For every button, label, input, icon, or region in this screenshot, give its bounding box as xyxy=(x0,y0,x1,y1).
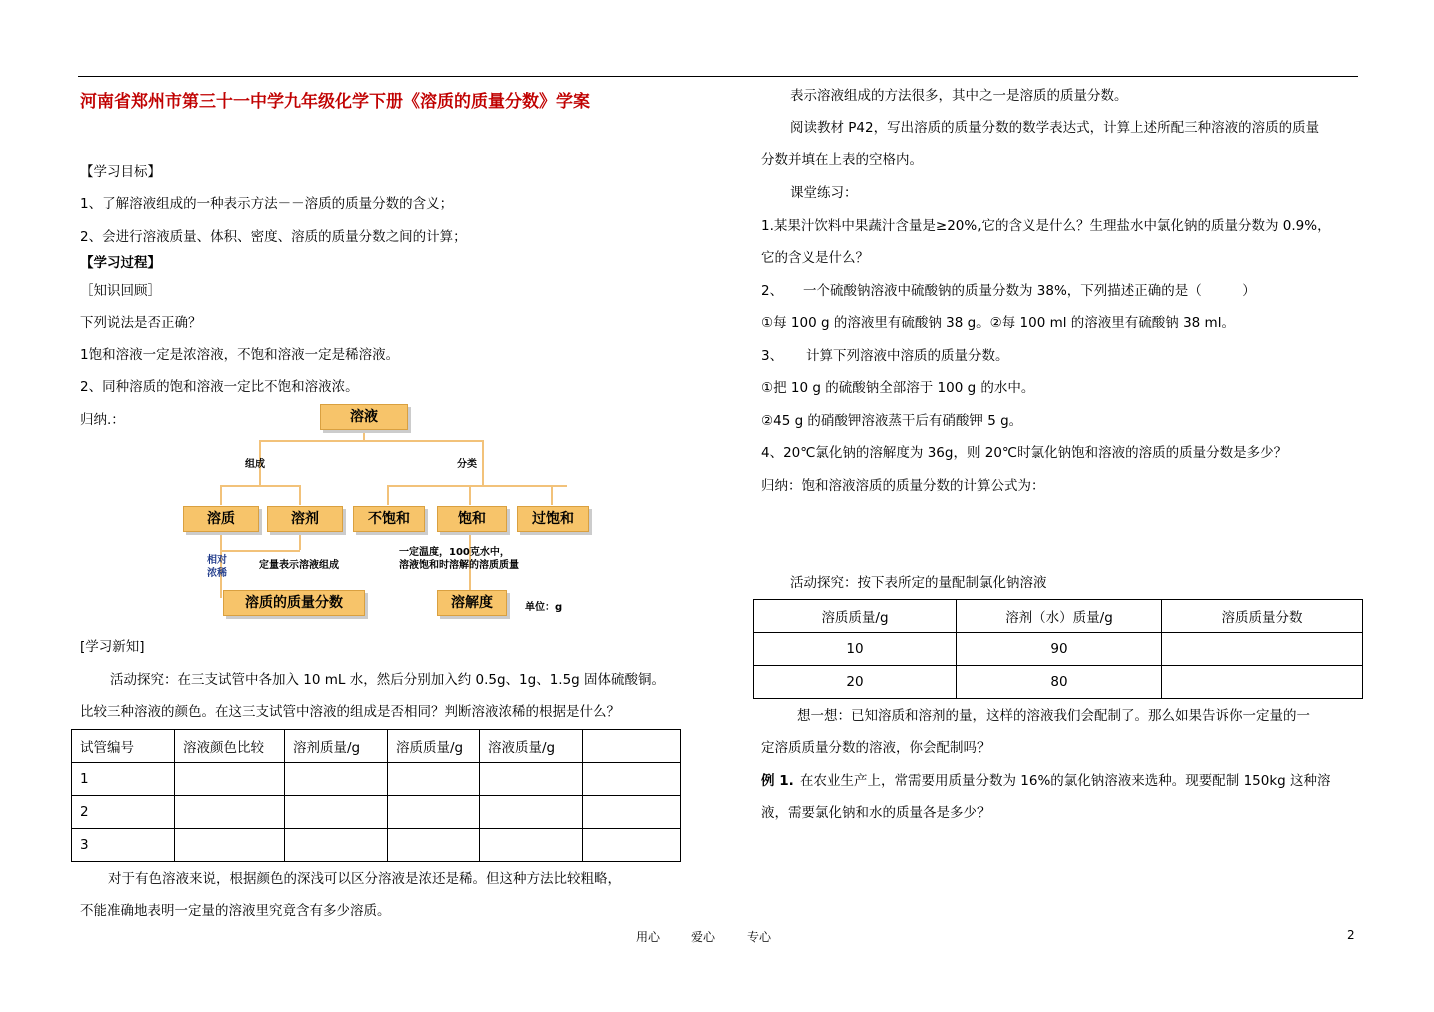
node-solvent: 溶剂 xyxy=(267,506,343,532)
connector xyxy=(220,550,300,552)
example-line-1: 在农业生产上，常需要用质量分数为 16%的氯化钠溶液来选种。现要配制 150kg 这种溶 xyxy=(800,773,1331,789)
statement-2: 2、同种溶质的饱和溶液一定比不饱和溶液浓。 xyxy=(80,379,359,395)
note-line-1: 对于有色溶液来说，根据颜色的深浅可以区分溶液是浓还是稀。但这种方法比较粗略， xyxy=(108,871,621,887)
table-cell xyxy=(480,796,583,829)
footer-motto-2: 爱心 xyxy=(691,930,716,944)
summary-label: 归纳.： xyxy=(80,412,125,428)
table-cell xyxy=(1162,633,1363,666)
think-line-1: 想一想：已知溶质和溶剂的量，这样的溶液我们会配制了。那么如果告诉你一定量的一 xyxy=(797,708,1310,724)
table-cell: 20 xyxy=(754,666,957,699)
page-title: 河南省郑州市第三十一中学九年级化学下册《溶质的质量分数》学案 xyxy=(80,92,590,112)
connector xyxy=(220,485,300,487)
saturated-summary: 归纳：饱和溶液溶质的质量分数的计算公式为： xyxy=(761,478,1045,494)
node-solute: 溶质 xyxy=(183,506,259,532)
table-header-cell xyxy=(583,730,681,763)
label-composition: 组成 xyxy=(245,459,265,470)
activity-2-intro: 活动探究：按下表所定的量配制氯化钠溶液 xyxy=(790,575,1047,591)
nacl-preparation-table xyxy=(753,599,1363,699)
table-header-cell: 溶剂（水）质量/g xyxy=(957,600,1162,633)
node-solution: 溶液 xyxy=(320,404,408,430)
practice-heading: 课堂练习： xyxy=(790,185,858,201)
example-label: 例 1. xyxy=(761,773,794,789)
process-heading: 【学习过程】 xyxy=(80,255,161,271)
table-header-cell: 溶质质量分数 xyxy=(1162,600,1363,633)
table-header-cell: 试管编号 xyxy=(72,730,175,763)
right-paragraph-2-line-2: 分数并填在上表的空格内。 xyxy=(761,152,923,168)
exercise-3-a: ①把 10 g 的硫酸钠全部溶于 100 g 的水中。 xyxy=(761,380,1035,396)
table-cell xyxy=(285,763,388,796)
node-supersaturated: 过饱和 xyxy=(517,506,589,532)
connector xyxy=(482,440,484,486)
table-header-cell: 溶液质量/g xyxy=(480,730,583,763)
objective-2: 2、会进行溶液质量、体积、密度、溶质的质量分数之间的计算； xyxy=(80,229,467,245)
exercise-1-line-2: 它的含义是什么？ xyxy=(761,250,869,266)
table-cell xyxy=(583,763,681,796)
header-rule xyxy=(78,76,1358,77)
label-condition-line2: 溶液饱和时溶解的溶质质量 xyxy=(399,560,519,571)
table-cell: 1 xyxy=(72,763,175,796)
label-relative-line1: 相对 xyxy=(207,555,227,566)
label-solubility-condition xyxy=(399,546,519,572)
label-classification: 分类 xyxy=(457,459,477,470)
table-cell: 2 xyxy=(72,796,175,829)
table-header-row xyxy=(754,600,1363,633)
connector xyxy=(299,530,301,550)
table-header-row xyxy=(72,730,681,763)
page-number: 2 xyxy=(1347,928,1355,942)
connector xyxy=(299,485,301,505)
objective-1: 1、了解溶液组成的一种表示方法－－溶质的质量分数的含义； xyxy=(80,196,454,212)
exercise-3-text: 计算下列溶液中溶质的质量分数。 xyxy=(806,348,1009,364)
activity-line-1: 活动探究：在三支试管中各加入 10 mL 水，然后分别加入约 0.5g、1g、1.5g 固体硫酸铜。 xyxy=(110,672,666,688)
test-tube-table xyxy=(71,729,681,862)
footer-motto-3: 专心 xyxy=(747,930,772,944)
table-header-cell: 溶质质量/g xyxy=(388,730,480,763)
table-header-cell: 溶液颜色比较 xyxy=(175,730,285,763)
node-solubility: 溶解度 xyxy=(437,590,507,616)
exercise-2-options: ①每 100 g 的溶液里有硫酸钠 38 g。②每 100 ml 的溶液里有硫酸钠 38 ml。 xyxy=(761,315,1235,331)
table-cell xyxy=(285,829,388,862)
exercise-3-number: 3、 xyxy=(761,348,784,364)
example-line-2: 液，需要氯化钠和水的质量各是多少？ xyxy=(761,805,991,821)
table-cell: 10 xyxy=(754,633,957,666)
label-quantitative: 定量表示溶液组成 xyxy=(259,560,339,571)
connector xyxy=(387,485,567,487)
table-cell xyxy=(388,829,480,862)
table-cell xyxy=(388,796,480,829)
table-cell xyxy=(480,829,583,862)
exercise-2-text: 一个硫酸钠溶液中硫酸钠的质量分数为 38%，下列描述正确的是（ ） xyxy=(803,283,1256,299)
table-row xyxy=(72,763,681,796)
table-cell: 3 xyxy=(72,829,175,862)
statement-1: 1饱和溶液一定是浓溶液，不饱和溶液一定是稀溶液。 xyxy=(80,347,400,363)
table-cell xyxy=(583,829,681,862)
connector xyxy=(220,485,222,505)
table-cell: 90 xyxy=(957,633,1162,666)
label-condition-line1: 一定温度，100克水中， xyxy=(399,547,510,558)
connector xyxy=(551,485,553,505)
exercise-3-b: ②45 g 的硝酸钾溶液蒸干后有硝酸钾 5 g。 xyxy=(761,413,1023,429)
table-cell xyxy=(175,829,285,862)
right-paragraph-2-line-1: 阅读教材 P42，写出溶质的质量分数的数学表达式，计算上述所配三种溶液的溶质的质量 xyxy=(790,120,1320,136)
table-cell xyxy=(175,763,285,796)
table-row xyxy=(754,666,1363,699)
label-unit: 单位：g xyxy=(525,602,563,613)
activity-line-2: 比较三种溶液的颜色。在这三支试管中溶液的组成是否相同？判断溶液浓稀的根据是什么？ xyxy=(80,704,620,720)
review-question: 下列说法是否正确？ xyxy=(80,315,202,331)
connector xyxy=(259,440,483,442)
table-cell xyxy=(285,796,388,829)
node-unsaturated: 不饱和 xyxy=(353,506,425,532)
table-cell: 80 xyxy=(957,666,1162,699)
table-cell xyxy=(1162,666,1363,699)
footer-motto-1: 用心 xyxy=(636,930,661,944)
exercise-2-number: 2、 xyxy=(761,283,784,299)
node-mass-fraction: 溶质的质量分数 xyxy=(223,590,365,616)
table-header-cell: 溶质质量/g xyxy=(754,600,957,633)
note-line-2: 不能准确地表明一定量的溶液里究竟含有多少溶质。 xyxy=(80,903,391,919)
table-cell xyxy=(175,796,285,829)
connector xyxy=(469,485,471,505)
table-row xyxy=(72,829,681,862)
table-cell xyxy=(480,763,583,796)
think-line-2: 定溶质质量分数的溶液，你会配制吗？ xyxy=(761,740,991,756)
objectives-heading: 【学习目标】 xyxy=(80,164,161,180)
table-header-cell: 溶剂质量/g xyxy=(285,730,388,763)
exercise-4: 4、20℃氯化钠的溶解度为 36g，则 20℃时氯化钠饱和溶液的溶质的质量分数是多少？ xyxy=(761,445,1288,461)
review-heading: ［知识回顾］ xyxy=(80,283,161,299)
label-relative-line2: 浓稀 xyxy=(207,568,227,579)
solution-concept-diagram xyxy=(175,400,615,620)
right-paragraph-1: 表示溶液组成的方法很多，其中之一是溶质的质量分数。 xyxy=(790,88,1128,104)
table-row xyxy=(754,633,1363,666)
exercise-1-line-1: 1.某果汁饮料中果蔬汁含量是≥20%,它的含义是什么？生理盐水中氯化钠的质量分数为 0.9%， xyxy=(761,218,1331,234)
connector xyxy=(387,485,389,505)
new-knowledge-heading: [学习新知] xyxy=(80,639,145,655)
table-row xyxy=(72,796,681,829)
table-cell xyxy=(583,796,681,829)
node-saturated: 饱和 xyxy=(437,506,507,532)
label-relative xyxy=(207,554,227,580)
table-cell xyxy=(388,763,480,796)
